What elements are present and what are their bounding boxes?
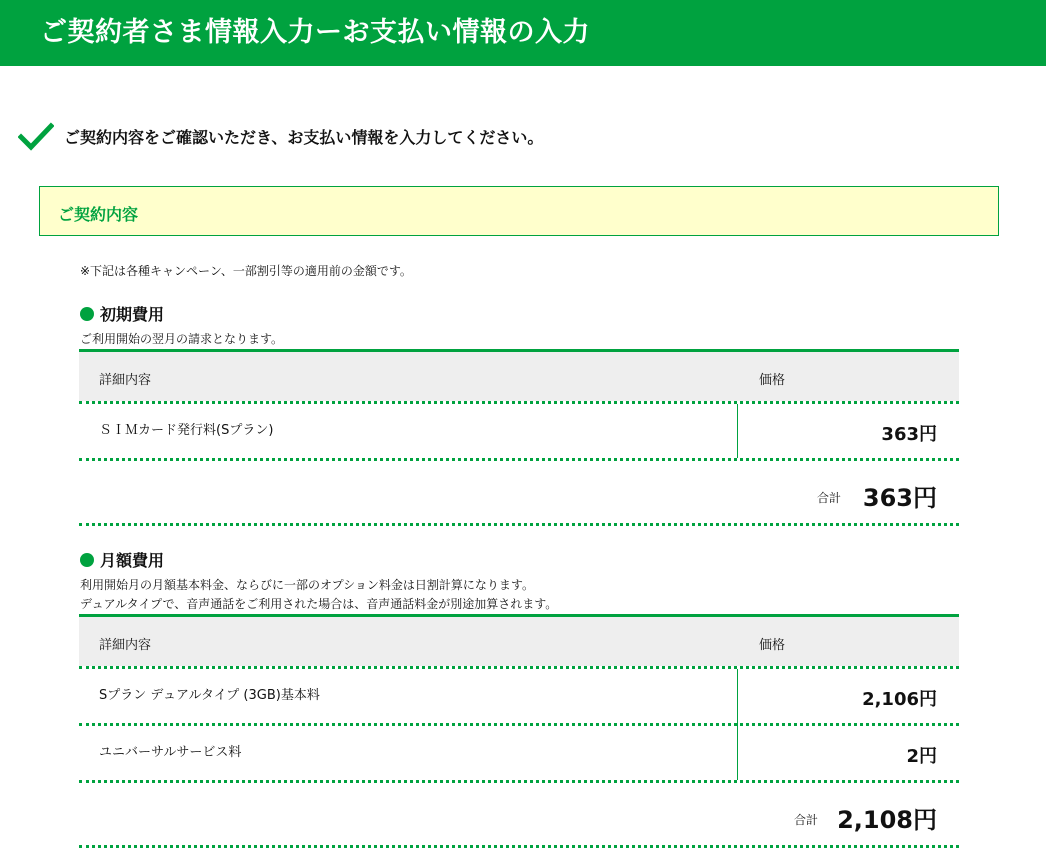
header-detail: 詳細内容	[99, 638, 152, 653]
column-divider	[737, 404, 738, 458]
initial-fee-description: ご利用開始の翌月の請求となります。	[80, 332, 284, 346]
row-detail: ＳＩＭカード発行料(Sプラン)	[99, 423, 274, 438]
contract-section-heading	[39, 186, 999, 236]
header-detail: 詳細内容	[99, 373, 152, 388]
monthly-fee-description	[80, 576, 557, 614]
table-header	[79, 349, 959, 401]
monthly-fee-title: 月額費用	[100, 551, 165, 570]
total-row	[79, 783, 959, 845]
header-price: 価格	[759, 638, 786, 653]
contract-title: ご契約内容	[58, 205, 139, 224]
table-row	[79, 669, 959, 723]
header-price: 価格	[759, 373, 786, 388]
initial-fee-heading	[80, 302, 164, 325]
total-label: 合計	[817, 491, 842, 505]
instruction-notice	[18, 120, 1018, 152]
page-header	[0, 0, 1046, 66]
dotted-divider	[79, 845, 959, 848]
initial-fee-title: 初期費用	[100, 305, 165, 324]
column-divider	[737, 669, 738, 726]
row-price: 2円	[906, 746, 937, 767]
total-value: 363円	[862, 484, 937, 512]
column-divider	[737, 726, 738, 780]
monthly-desc-line2: デュアルタイプで、音声通話をご利用された場合は、音声通話料金が別途加算されます。	[80, 597, 558, 611]
total-label: 合計	[794, 813, 819, 827]
row-detail: ユニバーサルサービス料	[99, 745, 242, 760]
page-title: ご契約者さま情報入力ーお支払い情報の入力	[40, 17, 590, 48]
row-detail: Sプラン デュアルタイプ (3GB)基本料	[99, 688, 320, 703]
total-value: 2,108円	[837, 806, 937, 834]
total-row	[79, 461, 959, 523]
table-row	[79, 404, 959, 458]
table-row	[79, 726, 959, 780]
check-icon	[18, 122, 54, 152]
dotted-divider	[79, 523, 959, 526]
bullet-dot-icon	[80, 553, 94, 567]
row-price: 363円	[881, 424, 937, 445]
initial-fee-table	[79, 349, 959, 526]
bullet-dot-icon	[80, 307, 94, 321]
monthly-desc-line1: 利用開始月の月額基本料金、ならびに一部のオプション料金は日割計算になります。	[80, 578, 534, 592]
instruction-text: ご契約内容をご確認いただき、お支払い情報を入力してください。	[64, 128, 544, 147]
monthly-fee-heading	[80, 548, 164, 571]
table-header	[79, 614, 959, 666]
row-price: 2,106円	[862, 689, 937, 710]
monthly-fee-table	[79, 614, 959, 848]
price-note: ※下記は各種キャンペーン、一部割引等の適用前の金額です。	[80, 264, 412, 278]
